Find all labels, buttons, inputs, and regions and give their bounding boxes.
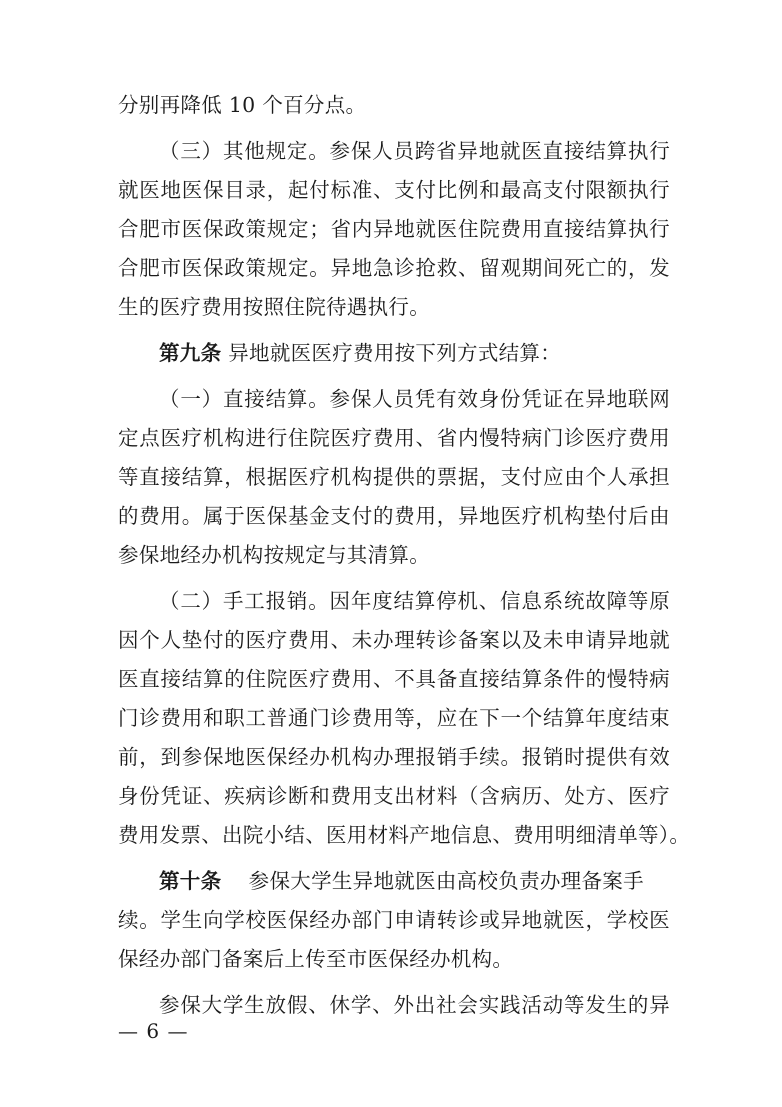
article-text: 异地就医医疗费用按下列方式结算： — [228, 341, 562, 365]
paragraph-line: （三）其他规定。参保人员跨省异地就医直接结算执行 — [159, 139, 670, 163]
article-10-line — [118, 862, 670, 901]
paragraph-line: 费用发票、出院小结、医用材料产地信息、费用明细清单等）。 — [118, 823, 691, 847]
paragraph-line: 合肥市医保政策规定。异地急诊抢救、留观期间死亡的，发 — [118, 256, 670, 280]
article-heading: 第十条 — [159, 869, 222, 893]
paragraph-line: 合肥市医保政策规定；省内异地就医住院费用直接结算执行 — [118, 217, 670, 241]
paragraph-line: 参保大学生放假、休学、外出社会实践活动等发生的异 — [159, 993, 670, 1017]
paragraph-line: 前，到参保地医保经办机构办理报销手续。报销时提供有效 — [118, 745, 670, 769]
paragraph-line: （二）手工报销。因年度结算停机、信息系统故障等原 — [159, 589, 670, 613]
paragraph-line: 参保地经办机构按规定与其清算。 — [118, 543, 430, 567]
paragraph-line: 就医地医保目录，起付标准、支付比例和最高支付限额执行 — [118, 178, 670, 202]
paragraph-line: 分别再降低 10 个百分点。 — [118, 93, 367, 117]
document-page — [118, 86, 691, 1025]
paragraph-line: （一）直接结算。参保人员凭有效身份凭证在异地联网 — [159, 387, 670, 411]
paragraph-line: 因个人垫付的医疗费用、未办理转诊备案以及未申请异地就 — [118, 628, 670, 652]
paragraph-line: 保经办部门备案后上传至市医保经办机构。 — [118, 947, 514, 971]
article-text: 参保大学生异地就医由高校负责办理备案手 — [248, 869, 644, 893]
paragraph-line: 等直接结算，根据医疗机构提供的票据，支付应由个人承担 — [118, 465, 670, 489]
article-heading: 第九条 — [159, 341, 222, 365]
page-number: — 6 — — [118, 1019, 189, 1043]
paragraph-line: 续。学生向学校医保经办部门申请转诊或异地就医，学校医 — [118, 908, 670, 932]
paragraph-line: 门诊费用和职工普通门诊费用等，应在下一个结算年度结束 — [118, 706, 670, 730]
article-9-line — [118, 334, 670, 373]
paragraph-line: 医直接结算的住院医疗费用、不具备直接结算条件的慢特病 — [118, 667, 670, 691]
paragraph-line: 身份凭证、疾病诊断和费用支出材料（含病历、处方、医疗 — [118, 784, 670, 808]
paragraph-line: 生的医疗费用按照住院待遇执行。 — [118, 295, 430, 319]
paragraph-line: 的费用。属于医保基金支付的费用，异地医疗机构垫付后由 — [118, 504, 670, 528]
paragraph-line: 定点医疗机构进行住院医疗费用、省内慢特病门诊医疗费用 — [118, 426, 670, 450]
